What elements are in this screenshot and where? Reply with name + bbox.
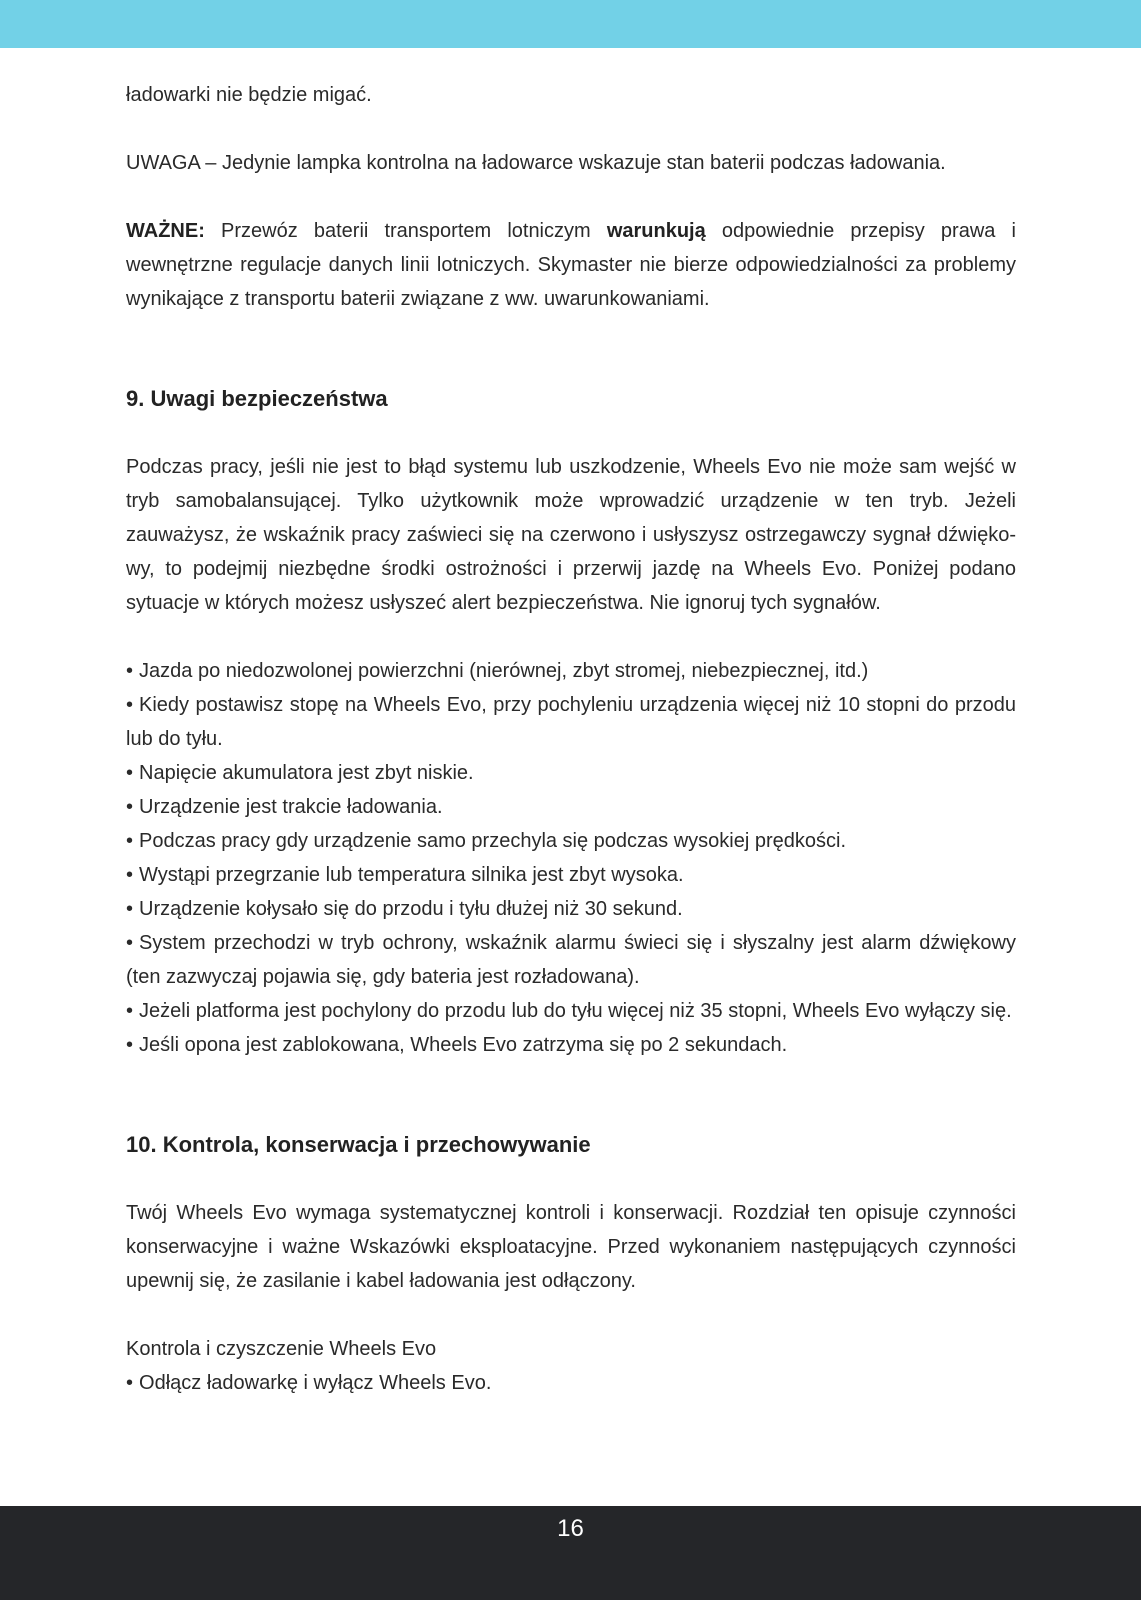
page-content bbox=[126, 78, 1016, 1400]
section-10-title: 10. Kontrola, konserwacja i przechowywanie bbox=[126, 1132, 591, 1157]
list-item: • Odłącz ładowarkę i wyłącz Wheels Evo. bbox=[126, 1372, 492, 1394]
wazne-note bbox=[126, 214, 1016, 316]
section-9-title: 9. Uwagi bezpieczeństwa bbox=[126, 386, 388, 411]
wazne-label: WAŻNE: bbox=[126, 220, 205, 242]
wazne-bold-word: warunkują bbox=[606, 220, 706, 242]
list-item: • Wystąpi przegrzanie lub temperatura silnika jest zbyt wysoka. bbox=[126, 864, 684, 886]
intro-line: ładowarki nie będzie migać. bbox=[126, 84, 372, 106]
list-item: • Podczas pracy gdy urządzenie samo przechyla się podczas wysokiej prędkości. bbox=[126, 830, 847, 852]
list-item: • Urządzenie jest trakcie ładowania. bbox=[126, 796, 443, 818]
list-item: • Kiedy postawisz stopę na Wheels Evo, przy pochyleniu urządzenia więcej niż 10 stopni do przodu lub do tyłu. bbox=[126, 694, 1016, 750]
wazne-text-b: odpowiednie przepisy prawa i wewnętrzne regulacje danych linii lotniczych. Skymaster nie bierze odpowiedzialności za problemy wynikające z transportu baterii związane z ww. uwarunkowaniami. bbox=[126, 220, 1016, 310]
section-10-bullet-list bbox=[126, 1366, 1016, 1400]
section-9-bullet-list bbox=[126, 654, 1016, 1062]
section-10-subheading: Kontrola i czyszczenie Wheels Evo bbox=[126, 1338, 437, 1360]
list-item: • Jeśli opona jest zablokowana, Wheels Evo zatrzyma się po 2 sekundach. bbox=[126, 1034, 788, 1056]
page-number: 16 bbox=[557, 1515, 584, 1542]
list-item: • Urządzenie kołysało się do przodu i tyłu dłużej niż 30 sekund. bbox=[126, 898, 683, 920]
list-item: • System przechodzi w tryb ochrony, wskaźnik alarmu świeci się i słyszalny jest alarm dźwiękowy (ten zazwyczaj pojawia się, gdy bateria jest rozładowana). bbox=[126, 932, 1016, 988]
list-item: • Napięcie akumulatora jest zbyt niskie. bbox=[126, 762, 474, 784]
list-item: • Jazda po niedozwolonej powierzchni (nierównej, zbyt stromej, niebezpiecznej, itd.) bbox=[126, 660, 869, 682]
header-band bbox=[0, 0, 1141, 48]
uwaga-note: UWAGA – Jedynie lampka kontrolna na ładowarce wskazuje stan baterii podczas ładowania. bbox=[126, 152, 946, 174]
wazne-text-a: Przewóz baterii transportem lotniczym bbox=[204, 220, 607, 242]
section-10-paragraph: Twój Wheels Evo wymaga systematycznej kontroli i konserwacji. Rozdział ten opisuje czynności konserwacyjne i ważne Wskazówki eksploatacyjne. Przed wykonaniem następujących czynności upewnij się, że zasilanie i kabel ładowania jest odłączony. bbox=[126, 1202, 1016, 1292]
list-item: • Jeżeli platforma jest pochylony do przodu lub do tyłu więcej niż 35 stopni, Wheels Evo wyłączy się. bbox=[126, 1000, 1012, 1022]
section-9-paragraph: Podczas pracy, jeśli nie jest to błąd systemu lub uszkodzenie, Wheels Evo nie może sam wejść w tryb samobalansującej. Tylko użytkownik może wprowadzić urządzenie w ten tryb. Jeżeli zauważysz, że wskaźnik pracy zaświeci się na czerwono i usłyszysz ostrzegawczy sygnał dźwiękowy, to podejmij niezbędne środki ostrożności i przerwij jazdę na Wheels Evo. Poniżej podano sytuacje w których możesz usłyszeć alert bezpieczeństwa. Nie ignoruj tych sygnałów. bbox=[126, 456, 1016, 614]
